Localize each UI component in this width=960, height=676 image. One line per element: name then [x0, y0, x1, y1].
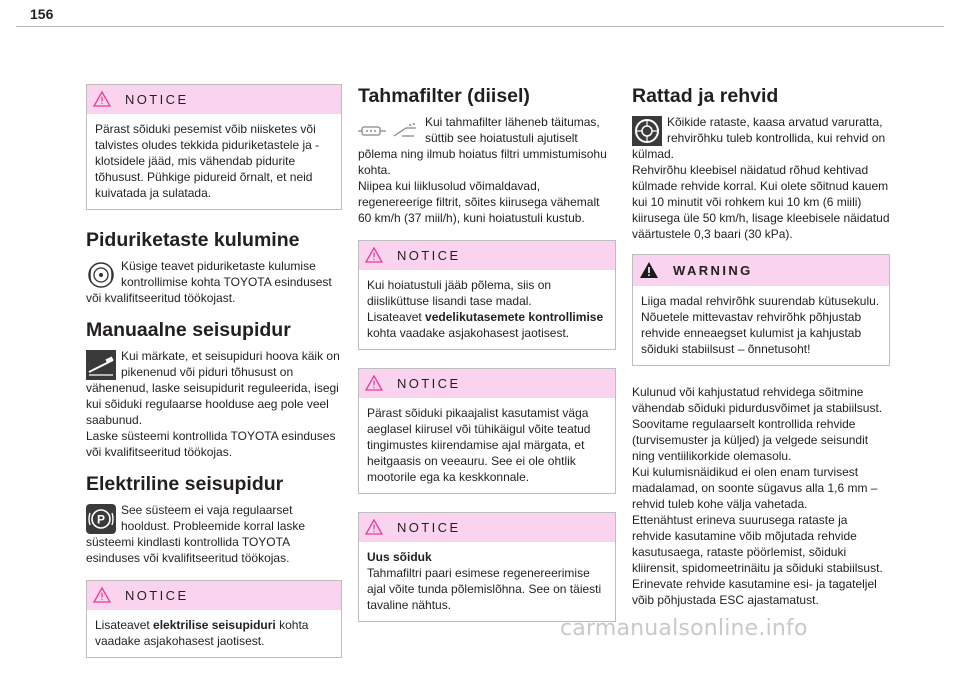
- section-text: Niipea kui liiklusolud võimaldavad, regenereerige filtrit, sõites kiirusega vähemalt 60 km/h (37 miil/h), kuni hoiatustuli kustub.: [358, 179, 600, 225]
- section-text: Kui kulumisnäidikud ei olen enam turvisest madalamad, on soonte sügavus alla 1,6 mm – rehvid tuleb kohe välja vahetada.: [632, 465, 878, 511]
- notice-box-water-vapour: [358, 368, 616, 494]
- section-manual-parking-brake: [86, 318, 342, 460]
- notice-text: Tahmafiltri paari esimese regenereerimise ajal võite tunda põlemislõhna. See on täiesti tavaline nähtus.: [367, 566, 602, 612]
- notice-box-icy-brakes: [86, 84, 342, 210]
- section-text: Rehvirõhu kleebisel näidatud rõhud kehtivad külmade rehvide korral. Kui olete sõitnud kauem kui 10 minutit või rohkem kui 10 km (6 miili) kiirusega üle 50 km/h, lisage kleebisele näidatud väärtustele 0,3 baari (30 kPa).: [632, 163, 890, 241]
- section-text: See süsteem ei vaja regulaarset hooldust. Probleemide korral laske süsteemi kindlasti kontrollida TOYOTA esinduses või kvalifitseeritud töökojas.: [86, 503, 306, 565]
- notice-box-electric-brake: [86, 580, 342, 658]
- warning-box-tyre-pressure: [632, 254, 890, 366]
- section-particulate-filter: [358, 84, 616, 226]
- notice-text: Lisateavet vedelikutasemete kontrollimise kohta vaadake asjakohasest jaotisest.: [367, 310, 604, 340]
- section-text: Erinevate rehvide kasutamine esi- ja tagateljel võib põhjustada ESC ajastamatust.: [632, 577, 877, 607]
- caution-triangle-icon: [365, 519, 383, 535]
- brake-disc-icon: [86, 260, 116, 290]
- section-text: Küsige teavet piduriketaste kulumise kontrollimise kohta TOYOTA esindusest või kvalifitseeritud töökojast.: [86, 259, 332, 305]
- parking-brake-lever-icon: [86, 350, 116, 380]
- section-text: Ettenähtust erineva suurusega rataste ja rehvide kasutamine võib mõjutada rehvide kasutusaega, rataste pöörlemist, sõiduki kliirensit, spidomeetrinäitu ja sõiduki stabiilsust.: [632, 513, 883, 575]
- electric-parking-brake-icon: [86, 504, 116, 534]
- notice-title: NOTICE: [397, 247, 461, 263]
- warning-title: WARNING: [673, 262, 753, 278]
- caution-triangle-icon: [93, 91, 111, 107]
- notice-header: [359, 241, 615, 270]
- section-heading: Piduriketaste kulumine: [86, 229, 300, 251]
- notice-subtitle: Uus sõiduk: [367, 550, 432, 564]
- section-text: Kulunud või kahjustatud rehvidega sõitmine vähendab sõiduki pidurdusvõimet ja stabiilsust. Soovitame regulaarselt kontrollida rehvide (turvisemuster ja küljed) ja velgede seisundit ning ventiilikorkide olemasolu.: [632, 385, 883, 463]
- column-right: [632, 84, 890, 620]
- warning-text: Liiga madal rehvirõhk suurendab kütusekulu. Nõuetele mittevastav rehvirõhk põhjustab rehvide enneaegset kulumist ja kahjustab sõiduki stabiilsust – õnnetusoht!: [641, 294, 880, 356]
- section-electric-parking-brake: [86, 472, 342, 566]
- notice-text: Pärast sõiduki pikaajalist kasutamist väga aeglasel kiirusel või tühikäigul võite teatud tingimustes kiirendamise ajal märgata, et heitgaasis on veeauru. See ei ole ohtlik mootorile ega ka keskkonnale.: [367, 406, 591, 484]
- notice-text: Lisateavet elektrilise seisupiduri kohta vaadake asjakohasest jaotisest.: [95, 618, 309, 648]
- caution-triangle-icon: [93, 587, 111, 603]
- section-tyre-condition: [632, 384, 890, 608]
- notice-title: NOTICE: [397, 519, 461, 535]
- section-text: Kui tahmafilter läheneb täitumas, süttib see hoiatustuli ajutiselt põlema ning ilmub hoiatus filtri ummistumisohu kohta.: [358, 115, 607, 177]
- header-divider: [16, 26, 944, 27]
- section-brake-disc-wear: [86, 228, 342, 306]
- notice-title: NOTICE: [125, 587, 189, 603]
- section-text: Laske süsteemi kontrollida TOYOTA esinduses või kvalifitseeritud töökojas.: [86, 429, 336, 459]
- section-heading: Rattad ja rehvid: [632, 85, 779, 107]
- notice-title: NOTICE: [125, 91, 189, 107]
- notice-title: NOTICE: [397, 375, 461, 391]
- warning-triangle-icon: [639, 261, 659, 279]
- column-middle: [358, 84, 616, 640]
- notice-box-additive-level: [358, 240, 616, 350]
- notice-header: [87, 85, 341, 114]
- caution-triangle-icon: [365, 247, 383, 263]
- section-heading: Tahmafilter (diisel): [358, 85, 530, 107]
- section-heading: Manuaalne seisupidur: [86, 319, 291, 341]
- notice-header: [87, 581, 341, 610]
- notice-text: Kui hoiatustuli jääb põlema, siis on diisliküttuse lisandi tase madal.: [367, 278, 552, 308]
- tyre-icon: [632, 116, 662, 146]
- notice-text: Pärast sõiduki pesemist võib niisketes või talvistes oludes tekkida piduriketastele ja -klotsidele jääd, mis vähendab pidurite tõhusust. Pühkige pidureid õrnalt, et neid kuivatada ja sulatada.: [95, 122, 320, 200]
- section-text: Kui märkate, et seisupiduri hoova käik on pikenenud või piduri tõhusust on vähenenud, laske seisupidurit reguleerida, isegi kui sõiduki regulaarse hoolduse aeg pole veel saabunud.: [86, 349, 340, 427]
- section-heading: Elektriline seisupidur: [86, 473, 284, 495]
- page-number: 156: [30, 6, 54, 22]
- notice-header: [359, 369, 615, 398]
- notice-header: [359, 513, 615, 542]
- caution-triangle-icon: [365, 375, 383, 391]
- watermark: carmanualsonline.info: [560, 616, 808, 641]
- column-left: [86, 84, 342, 676]
- section-wheels-tyres: [632, 84, 890, 242]
- warning-header: [633, 255, 889, 286]
- particulate-filter-warning-icon: [358, 116, 420, 146]
- section-text: Kõikide rataste, kaasa arvatud varuratta, rehvirõhku tuleb kontrollida, kui rehvid on külmad.: [632, 115, 886, 161]
- notice-box-new-vehicle: [358, 512, 616, 622]
- svg-text:P: P: [96, 512, 106, 527]
